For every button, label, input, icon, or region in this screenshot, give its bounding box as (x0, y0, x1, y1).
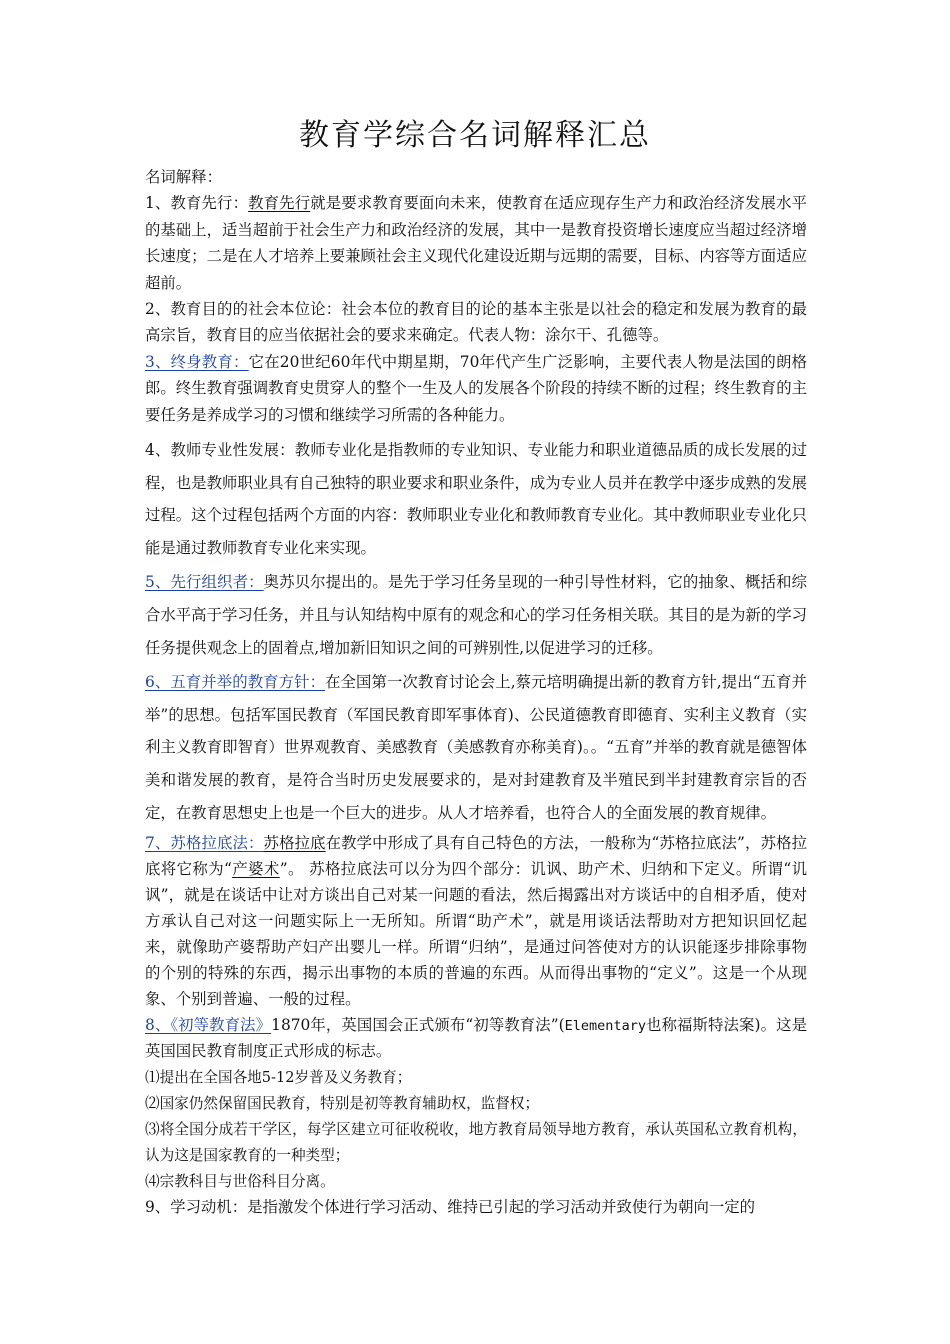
entry-3 (145, 349, 807, 428)
entry-2: 2、教育目的的社会本位论：社会本位的教育目的论的基本主张是以社会的稳定和发展为教育的最高宗旨，教育目的应当依据社会的要求来确定。代表人物：涂尔干、孔德等。 (145, 300, 807, 345)
entry-1-prefix: 1、教育先行： (145, 194, 249, 213)
entry-6-heading: 6、五育并举的教育方针： (145, 673, 326, 692)
entry-8-item-4: ⑷宗教科目与世俗科目分离。 (145, 1172, 335, 1190)
entry-8 (145, 1013, 807, 1066)
entry-8-body-b: 也称福斯特法案)。这是英国国民教育制度正式形成的标志。 (145, 1015, 807, 1061)
entry-9: 9、学习动机：是指激发个体进行学习活动、维持已引起的学习活动并致使行为朝向一定的 (145, 1197, 756, 1216)
entry-6-body: 在全国第一次教育讨论会上,蔡元培明确提出新的教育方针,提出“五育并举”的思想。包括军国民教育（军国民教育即军事体育)、公民道德教育即德育、实利主义教育（实利主义教育即智育）世界观教育、美感教育（美感教育亦称美育)。。“五育”并举的教育就是德智体美和谐发展的教育，是符合当时历史发展要求的，是对封建教育及半殖民到半封建教育宗旨的否定，在教育思想史上也是一个巨大的进步。从人才培养看，也符合人的全面发展的教育规律。 (145, 673, 808, 822)
entry-7-term: 苏格拉底 (263, 834, 326, 853)
entry-3-body: 它在20世纪60年代中期星期，70年代产生广泛影响，主要代表人物是法国的朗格郎。终生教育强调教育史贯穿人的整个一生及人的发展各个阶段的持续不断的过程；终生教育的主要任务是养成学习的习惯和继续学习所需的各种能力。 (145, 352, 807, 424)
entry-8-body-a: 1870年，英国国会正式颁布“初等教育法”( (271, 1015, 565, 1034)
entry-5-body: 奥苏贝尔提出的。是先于学习任务呈现的一种引导性材料，它的抽象、概括和综合水平高于学习任务，并且与认知结构中原有的观念和心的学习任务相关联。其目的是为新的学习任务提供观念上的固着点,增加新旧知识之间的可辨别性,以促进学习的迁移。 (145, 573, 807, 657)
document-title: 教育学综合名词解释汇总 (299, 118, 651, 153)
entry-8-heading: 8、《初等教育法》 (145, 1015, 272, 1034)
entry-7-heading: 7、苏格拉底法： (145, 834, 264, 853)
entry-1 (145, 190, 807, 296)
entry-5-heading: 5、先行组织者： (145, 573, 264, 592)
entry-7-body-a: 在教学中形成了具有自己特色的方法，一般称为“苏格拉底法”，苏格拉底将它称为“ (145, 834, 807, 879)
document-body (145, 164, 807, 1221)
entry-1-body: 就是要求教育要面向未来，使教育在适应现存生产力和政治经济发展水平的基础上，适当超前于社会生产力和政治经济的发展，其中一是教育投资增长速度应当超过经济增长速度；二是在人才培养上要兼顾社会主义现代化建设近期与远期的需要，目标、内容等方面适应超前。 (145, 194, 807, 292)
entry-5 (145, 566, 807, 664)
entry-7-term-2: 产婆术 (231, 860, 280, 879)
entry-4: 4、教师专业性发展：教师专业化是指教师的专业知识、专业能力和职业道德品质的成长发展的过程，也是教师职业具有自己独特的职业要求和职业条件，成为专业人员并在教学中逐步成熟的发展过程。这个过程包括两个方面的内容：教师职业专业化和教师教育专业化。其中教师职业专业化只能是通过教师教育专业化来实现。 (145, 441, 807, 557)
entry-3-heading: 3、终身教育： (145, 352, 249, 371)
entry-8-item-3: ⑶将全国分成若干学区，每学区建立可征收税收，地方教育局领导地方教育，承认英国私立教育机构，认为这是国家教育的一种类型； (145, 1121, 807, 1165)
intro-label: 名词解释： (145, 168, 222, 186)
entry-1-term: 教育先行 (248, 194, 311, 213)
entry-6 (145, 666, 807, 829)
entry-8-item-2: ⑵国家仍然保留国民教育，特别是初等教育辅助权，监督权； (145, 1095, 540, 1113)
entry-7-body-b: ”。 苏格拉底法可以分为四个部分：讥讽、助产术、归纳和下定义。所谓“讥讽”，就是在谈话中让对方谈出自己对某一问题的看法，然后揭露出对方谈话中的自相矛盾，使对方承认自己对这一问题实际上一无所知。所谓“助产术”，就是用谈话法帮助对方把知识回忆起来，就像助产婆帮助产妇产出婴儿一样。所谓“归纳”，是通过问答使对方的认识能逐步排除事物的个别的特殊的东西，揭示出事物的本质的普遍的东西。从而得出事物的“定义”。这是一个从现象、个别到普遍、一般的过程。 (145, 860, 807, 1008)
entry-7 (145, 831, 807, 1012)
entry-8-item-1: ⑴提出在全国各地5-12岁普及义务教育； (145, 1069, 412, 1087)
entry-8-english: Elementary (564, 1017, 646, 1034)
